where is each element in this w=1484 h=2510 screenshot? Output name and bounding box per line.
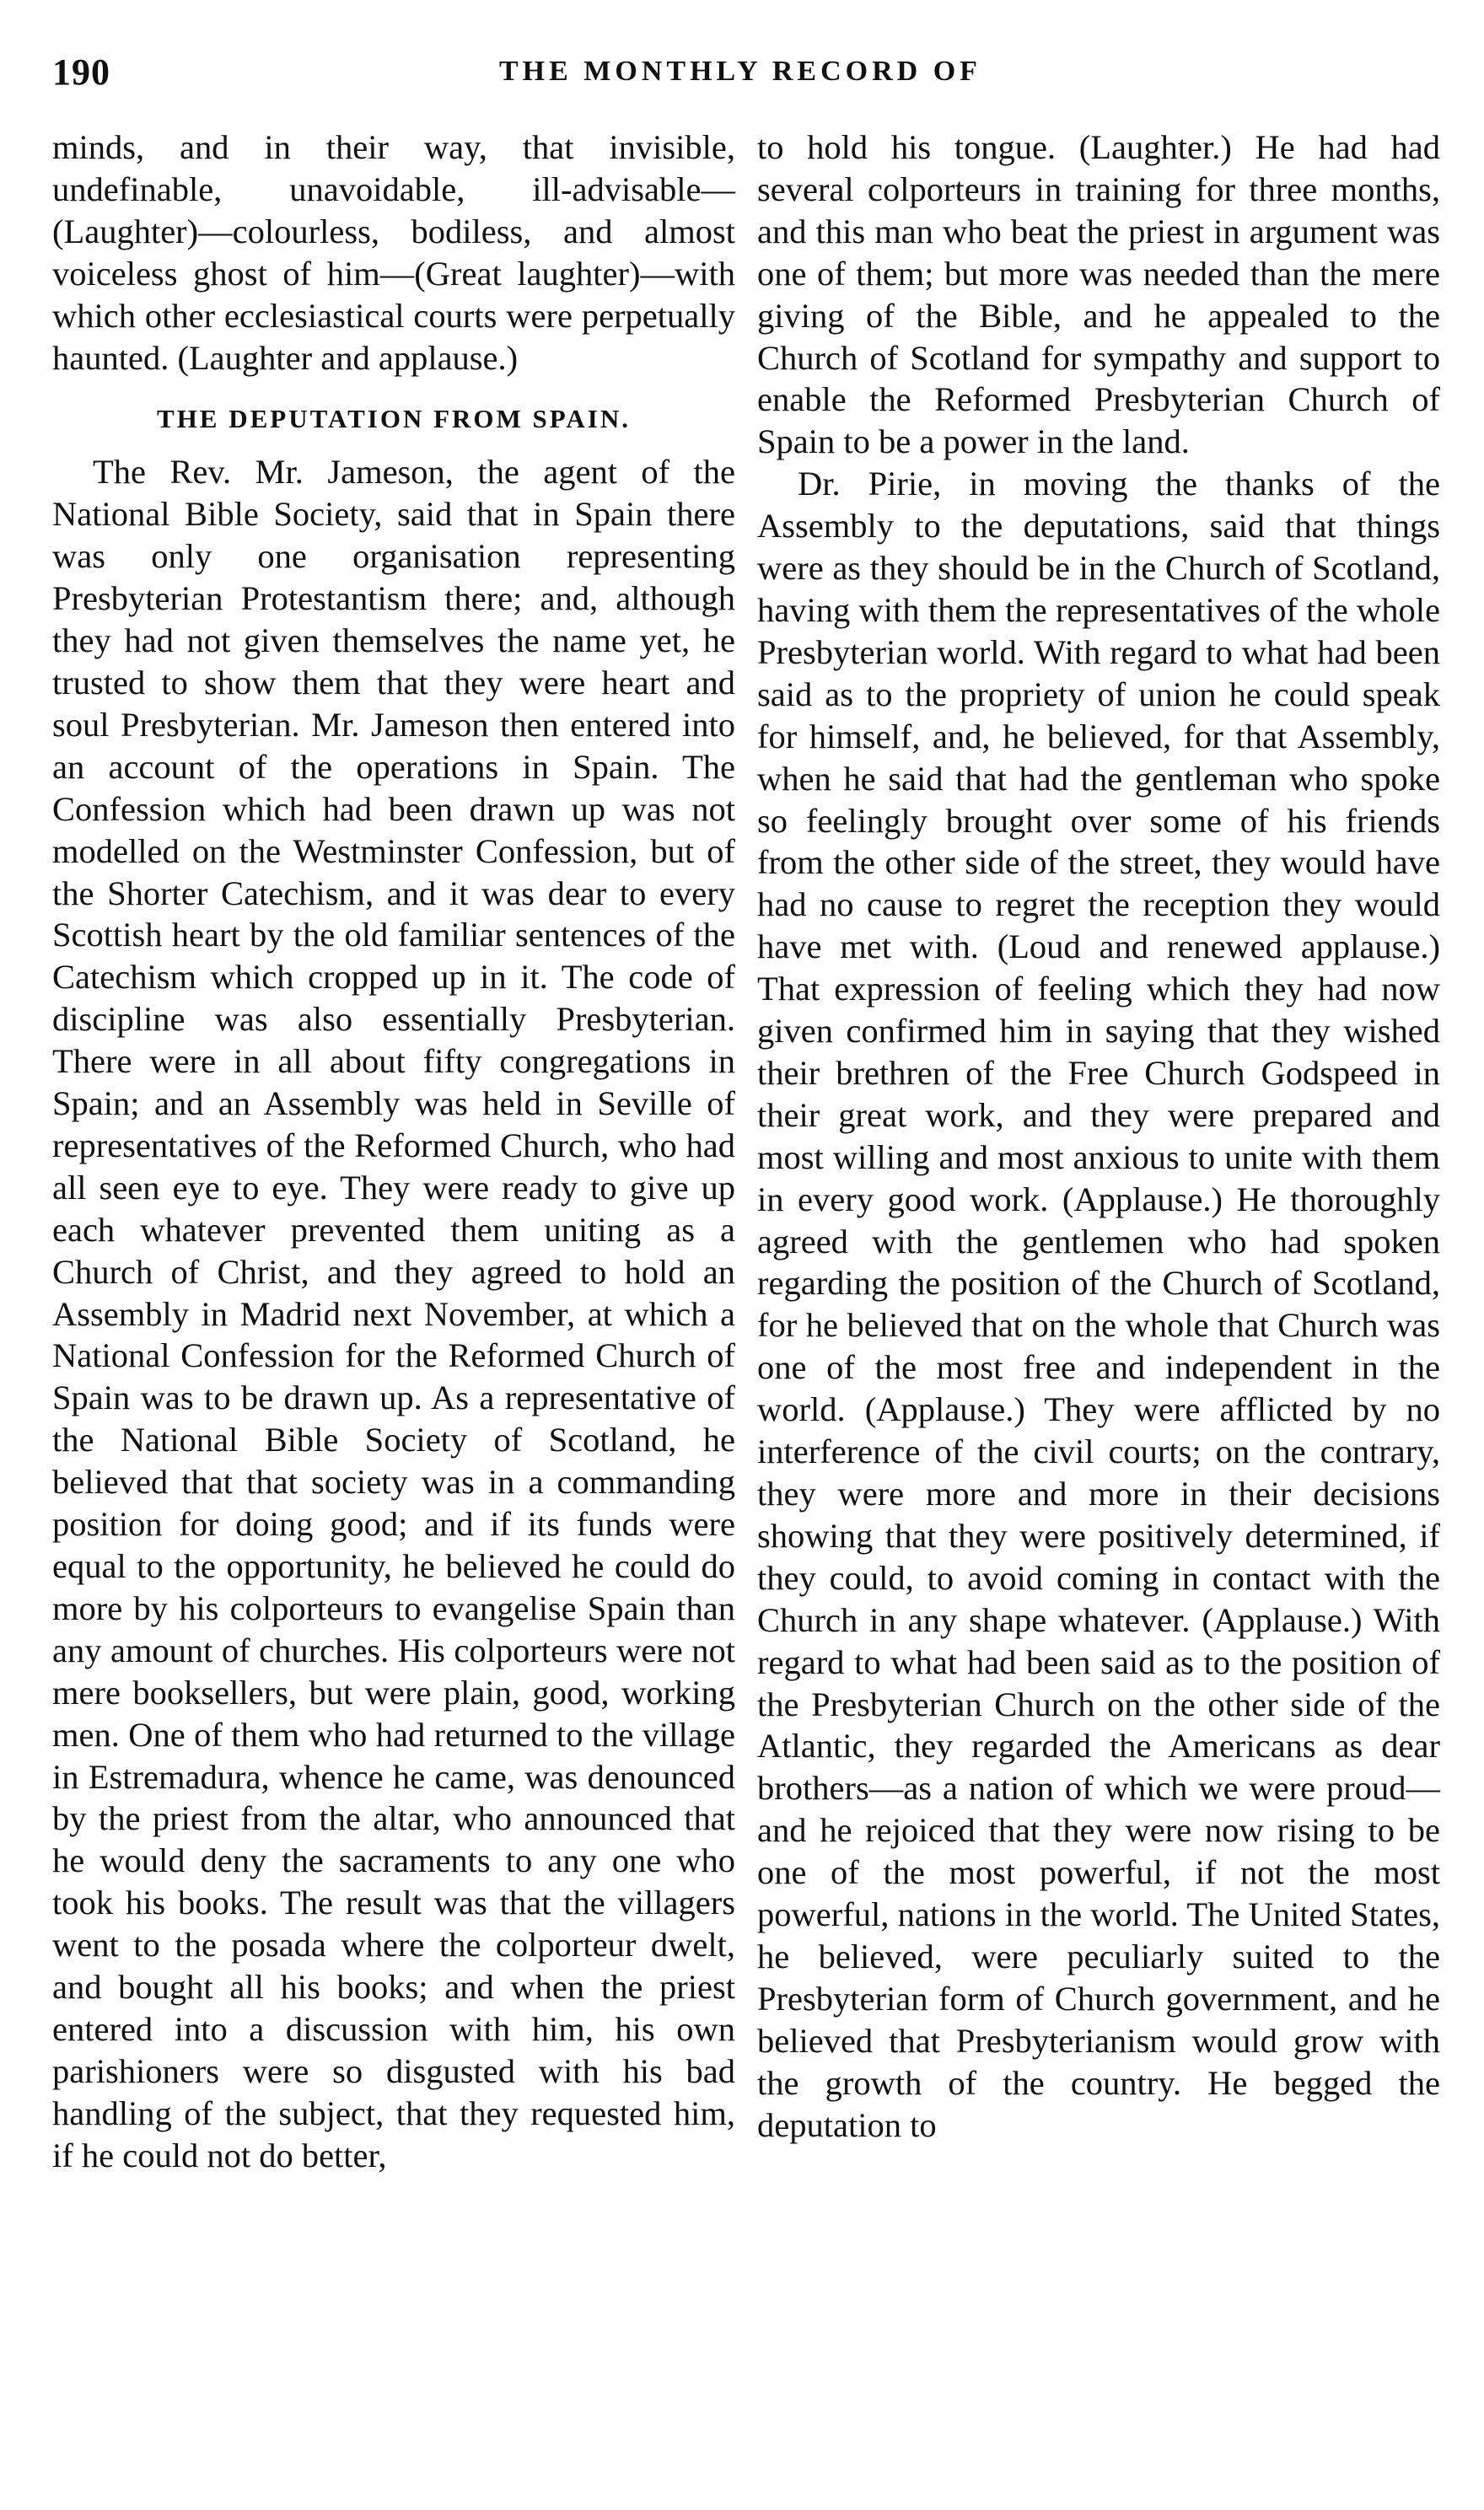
left-continuation-paragraph: minds, and in their way, that invisible, undefinable, unavoidable, ill-advisable—(Laughter)—colourless, bodiless, and almost voiceless ghost of him—(Great laughter)—with which other ecclesiastical courts were perpetually haunted. (Laughter and applause.) xyxy=(52,128,735,377)
pirie-paragraph: Dr. Pirie, in moving the thanks of the Assembly to the deputations, said that things were as they should be in the Church of Scotland, having with them the representatives of the whole Presbyterian world. With regard to what had been said as to the propriety of union he could speak for himself, and, he believed, for that Assembly, when he said that had the gentleman who spoke so feelingly brought over some of his friends from the other side of the street, they would have had no cause to regret the reception they would have met with. (Loud and renewed applause.) That expression of feeling which they had now given confirmed him in saying that they wished their brethren of the Free Church Godspeed in their great work, and they were prepared and most willing and most anxious to unite with them in every good work. (Applause.) He thoroughly agreed with the gentlemen who had spoken regarding the position of the Church of Scotland, for he believed that on the whole that Church was one of the most free and independent in the world. (Applause.) They were afflicted by no interference of the civil courts; on the contrary, they were more and more in their decisions showing that they were positively determined, if they could, to avoid coming in contact with the Church in any shape whatever. (Applause.) With regard to what had been said as to the position of the Presbyterian Church on the other side of the Atlantic, they regarded the Americans as dear brothers—as a nation of which we were proud—and he rejoiced that they were now rising to be one of the most powerful, if not the most powerful, nations in the world. The United States, he believed, were peculiarly suited to the Presbyterian form of Church government, and he believed that Presbyterianism would grow with the growth of the country. He begged the deputation to xyxy=(757,465,1440,2144)
right-continuation-paragraph: to hold his tongue. (Laughter.) He had had several colporteurs in training for three months, and this man who beat the priest in argument was one of them; but more was needed than the mere giving of the Bible, and he appealed to the Church of Scotland for sympathy and support to enable the Reformed Presbyterian Church of Spain to be a power in the land. xyxy=(757,128,1440,461)
right-column xyxy=(757,126,1440,2147)
jameson-paragraph: The Rev. Mr. Jameson, the agent of the National Bible Society, said that in Spain there was only one organisation representing Presbyterian Protestantism there; and, although they had not given themselves the name yet, he trusted to show them that they were heart and soul Presbyterian. Mr. Jameson then entered into an account of the operations in Spain. The Confession which had been drawn up was not modelled on the Westminster Confession, but of the Shorter Catechism, and it was dear to every Scottish heart by the old familiar sentences of the Catechism which cropped up in it. The code of discipline was also essentially Presbyterian. There were in all about fifty congregations in Spain; and an Assembly was held in Seville of representatives of the Reformed Church, who had all seen eye to eye. They were ready to give up each whatever prevented them uniting as a Church of Christ, and they agreed to hold an Assembly in Madrid next November, at which a National Confession for the Reformed Church of Spain was to be drawn up. As a representative of the National Bible Society of Scotland, he believed that that society was in a commanding position for doing good; and if its funds were equal to the opportunity, he believed he could do more by his colporteurs to evangelise Spain than any amount of churches. His colporteurs were not mere booksellers, but were plain, good, working men. One of them who had returned to the village in Estremadura, whence he came, was denounced by the priest from the altar, who announced that he would deny the sacraments to any one who took his books. The result was that the villagers went to the posada where the colporteur dwelt, and bought all his books; and when the priest entered into a discussion with him, his own parishioners were so disgusted with his bad handling of the subject, that they requested him, if he could not do better, xyxy=(52,453,735,2174)
page-header xyxy=(52,51,1435,101)
left-column xyxy=(52,126,735,2177)
section-heading: THE DEPUTATION FROM SPAIN. xyxy=(157,404,631,434)
page-number: 190 xyxy=(52,51,110,93)
running-head: THE MONTHLY RECORD OF xyxy=(499,56,981,87)
